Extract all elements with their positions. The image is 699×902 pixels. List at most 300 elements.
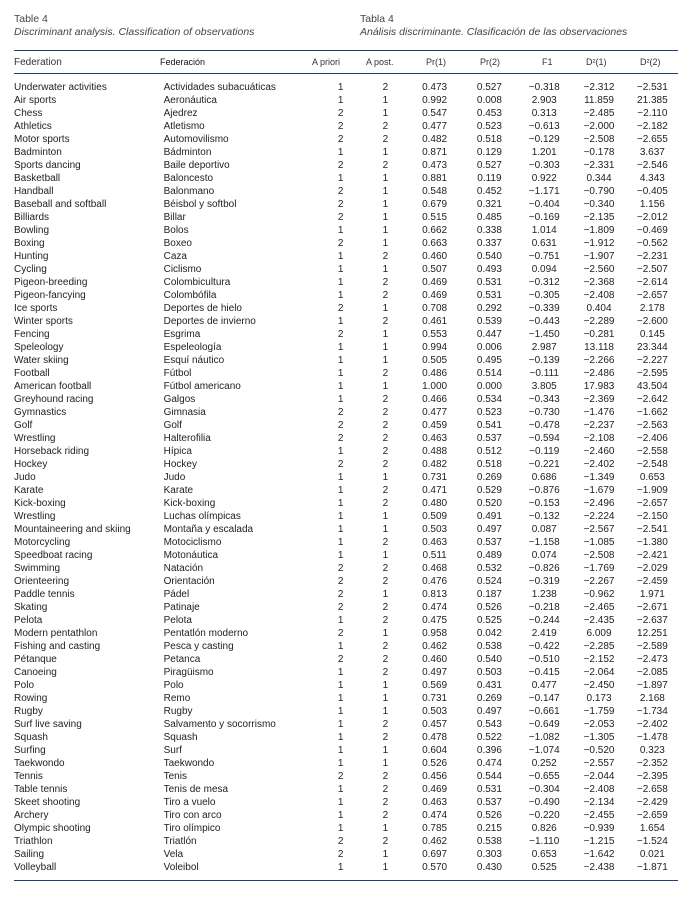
a-post-cell: 2	[382, 667, 389, 678]
pr2-cell: 0.485	[476, 212, 502, 223]
federation-cell: Squash	[14, 732, 48, 743]
a-post-cell: 2	[382, 641, 389, 652]
federation-cell: Archery	[14, 810, 49, 821]
pr1-cell: 0.473	[422, 160, 448, 171]
pr2-cell: 0.526	[476, 602, 502, 613]
d2-1-cell: 11.859	[584, 95, 614, 106]
f1-cell: −0.139	[528, 355, 560, 366]
federacion-cell: Colombicultura	[163, 277, 231, 288]
federacion-cell: Karate	[163, 485, 194, 496]
pr2-cell: 0.540	[476, 654, 502, 665]
d2-1-cell: −2.368	[583, 277, 615, 288]
f1-cell: −0.478	[528, 420, 560, 431]
a-post-cell: 2	[382, 563, 389, 574]
pr1-cell: 0.482	[422, 459, 448, 470]
d2-2-cell: −1.478	[636, 732, 668, 743]
a-post-cell: 1	[382, 108, 389, 119]
d2-1-cell: −1.809	[583, 225, 615, 236]
f1-cell: 0.653	[531, 849, 557, 860]
federation-cell: Surf live saving	[14, 719, 82, 730]
d2-1-cell: −0.962	[583, 589, 615, 600]
d2-2-cell: −2.589	[636, 641, 668, 652]
pr2-cell: 0.292	[476, 303, 502, 314]
d2-2-cell: −2.182	[636, 121, 668, 132]
pr1-cell: 0.697	[422, 849, 448, 860]
a-priori-cell: 2	[337, 212, 344, 223]
a-priori-cell: 2	[337, 303, 344, 314]
table-row	[14, 731, 678, 744]
table-row	[14, 276, 678, 289]
pr1-cell: 0.511	[422, 550, 447, 561]
pr1-cell: 0.507	[422, 264, 448, 275]
a-post-cell: 1	[382, 264, 389, 275]
federation-cell: Motorcycling	[14, 537, 71, 548]
table-row	[14, 393, 678, 406]
d2-1-cell: −2.496	[583, 498, 615, 509]
pr1-cell: 0.503	[422, 706, 448, 717]
a-priori-cell: 1	[337, 537, 344, 548]
pr2-cell: 0.187	[476, 589, 502, 600]
table-row	[14, 692, 678, 705]
a-priori-cell: 1	[337, 446, 344, 457]
pr2-cell: 0.531	[476, 277, 502, 288]
federation-cell: Air sports	[14, 95, 57, 106]
f1-cell: 1.014	[531, 225, 557, 236]
federacion-cell: Colombófila	[163, 290, 217, 301]
federation-cell: Karate	[14, 485, 44, 496]
a-priori-cell: 1	[337, 758, 344, 769]
pr2-cell: 0.518	[476, 459, 502, 470]
a-priori-cell: 2	[337, 654, 344, 665]
pr2-cell: 0.527	[476, 82, 502, 93]
federacion-cell: Esgrima	[163, 329, 201, 340]
d2-1-cell: 0.404	[586, 303, 612, 314]
pr2-cell: 0.538	[476, 836, 502, 847]
d2-1-cell: −1.642	[583, 849, 615, 860]
a-post-cell: 2	[382, 446, 389, 457]
pr2-cell: 0.495	[476, 355, 502, 366]
federacion-cell: Espeleología	[163, 342, 222, 353]
federation-cell: Orienteering	[14, 576, 70, 587]
f1-cell: −1.450	[528, 329, 560, 340]
federation-cell: Surfing	[14, 745, 46, 756]
pr2-cell: 0.129	[476, 147, 502, 158]
federacion-cell: Halterofilia	[163, 433, 211, 444]
caption-spanish-subtitle: Análisis discriminante. Clasificación de las observaciones	[360, 26, 628, 38]
table-row	[14, 120, 678, 133]
pr1-cell: 0.482	[422, 134, 448, 145]
d2-2-cell: −2.659	[636, 810, 668, 821]
d2-2-cell: −2.352	[636, 758, 668, 769]
table-row	[14, 614, 678, 627]
pr1-cell: 0.871	[422, 147, 448, 158]
a-priori-cell: 2	[337, 160, 344, 171]
pr2-cell: 0.321	[476, 199, 502, 210]
d2-1-cell: −2.237	[583, 420, 615, 431]
a-priori-cell: 1	[337, 147, 344, 158]
federacion-cell: Tiro a vuelo	[163, 797, 216, 808]
pr2-cell: 0.008	[476, 95, 502, 106]
pr1-cell: 0.460	[422, 654, 448, 665]
f1-cell: 0.094	[531, 264, 557, 275]
federation-cell: Paddle tennis	[14, 589, 75, 600]
pr1-cell: 0.466	[422, 394, 448, 405]
d2-1-cell: −2.134	[583, 797, 615, 808]
f1-cell: −0.244	[528, 615, 560, 626]
a-priori-cell: 1	[337, 719, 344, 730]
d2-1-cell: −2.465	[583, 602, 615, 613]
d2-2-cell: −2.642	[636, 394, 668, 405]
federacion-cell: Billar	[163, 212, 186, 223]
f1-cell: −0.318	[528, 82, 560, 93]
table-row	[14, 705, 678, 718]
f1-cell: −0.303	[528, 160, 560, 171]
f1-cell: 0.826	[531, 823, 557, 834]
pr2-cell: 0.532	[476, 563, 502, 574]
d2-2-cell: −2.029	[636, 563, 668, 574]
d2-1-cell: 17.983	[583, 381, 615, 392]
f1-cell: −0.339	[528, 303, 560, 314]
federation-cell: Horseback riding	[14, 446, 90, 457]
pr1-cell: 0.457	[422, 719, 448, 730]
a-priori-cell: 1	[337, 810, 344, 821]
table-row	[14, 250, 678, 263]
federacion-cell: Ajedrez	[163, 108, 198, 119]
f1-cell: 2.903	[531, 95, 557, 106]
f1-cell: 0.922	[531, 173, 557, 184]
federacion-cell: Pesca y casting	[163, 641, 234, 652]
d2-1-cell: −0.939	[583, 823, 615, 834]
federacion-cell: Gimnasia	[163, 407, 206, 418]
d2-2-cell: −2.637	[636, 615, 668, 626]
pr2-cell: 0.396	[476, 745, 502, 756]
federacion-cell: Triatlón	[163, 836, 197, 847]
caption-english-title: Table 4	[14, 13, 48, 25]
a-post-cell: 2	[382, 784, 389, 795]
federation-cell: Basketball	[14, 173, 61, 184]
a-post-cell: 2	[382, 498, 389, 509]
f1-cell: −1.158	[528, 537, 560, 548]
a-post-cell: 2	[382, 836, 389, 847]
d2-1-cell: −2.460	[583, 446, 615, 457]
d2-2-cell: −2.231	[636, 251, 668, 262]
a-priori-cell: 1	[337, 342, 344, 353]
a-priori-cell: 1	[337, 732, 344, 743]
table-row	[14, 354, 678, 367]
federation-cell: Golf	[14, 420, 33, 431]
table-row	[14, 588, 678, 601]
a-priori-cell: 1	[337, 498, 344, 509]
federacion-cell: Salvamento y socorrismo	[163, 719, 276, 730]
d2-2-cell: −2.473	[636, 654, 668, 665]
pr1-cell: 0.459	[422, 420, 448, 431]
d2-1-cell: 0.173	[586, 693, 612, 704]
header-federacion: Federación	[160, 57, 206, 67]
pr1-cell: 0.463	[422, 797, 448, 808]
federation-cell: Fencing	[14, 329, 50, 340]
table-row	[14, 640, 678, 653]
table-row	[14, 718, 678, 731]
a-priori-cell: 2	[337, 329, 344, 340]
f1-cell: −1.082	[528, 732, 560, 743]
a-post-cell: 1	[382, 862, 389, 873]
a-post-cell: 2	[382, 394, 389, 405]
federacion-cell: Pelota	[163, 615, 192, 626]
federation-cell: Tennis	[14, 771, 43, 782]
f1-cell: −0.153	[528, 498, 560, 509]
d2-2-cell: −0.562	[636, 238, 668, 249]
table-row	[14, 406, 678, 419]
federacion-cell: Baloncesto	[163, 173, 214, 184]
table-row	[14, 445, 678, 458]
pr2-cell: 0.337	[476, 238, 502, 249]
pr2-cell: 0.541	[476, 420, 502, 431]
a-post-cell: 1	[382, 95, 389, 106]
d2-1-cell: −1.085	[583, 537, 615, 548]
table-row	[14, 471, 678, 484]
a-priori-cell: 2	[337, 238, 344, 249]
f1-cell: 0.252	[531, 758, 557, 769]
a-post-cell: 2	[382, 654, 389, 665]
d2-2-cell: −2.150	[636, 511, 668, 522]
federation-cell: Skating	[14, 602, 48, 613]
table-row	[14, 757, 678, 770]
d2-1-cell: −1.349	[583, 472, 615, 483]
pr2-cell: 0.531	[476, 290, 502, 301]
table-row	[14, 783, 678, 796]
pr1-cell: 0.503	[422, 524, 448, 535]
federacion-cell: Petanca	[163, 654, 201, 665]
a-priori-cell: 2	[337, 121, 344, 132]
d2-2-cell: −0.405	[636, 186, 668, 197]
d2-2-cell: −2.658	[636, 784, 668, 795]
a-priori-cell: 2	[337, 849, 344, 860]
f1-cell: −0.730	[528, 407, 560, 418]
a-priori-cell: 1	[337, 641, 344, 652]
a-priori-cell: 2	[337, 771, 344, 782]
a-post-cell: 2	[382, 407, 389, 418]
a-post-cell: 1	[382, 745, 389, 756]
federation-cell: Sailing	[14, 849, 45, 860]
d2-2-cell: −2.600	[636, 316, 668, 327]
d2-2-cell: −2.395	[636, 771, 668, 782]
a-post-cell: 1	[382, 680, 389, 691]
a-priori-cell: 2	[337, 420, 344, 431]
d2-1-cell: −1.759	[583, 706, 615, 717]
d2-2-cell: −2.595	[636, 368, 668, 379]
pr1-cell: 0.486	[422, 368, 448, 379]
a-post-cell: 1	[382, 238, 389, 249]
pr1-cell: 0.731	[422, 693, 448, 704]
federacion-cell: Surf	[163, 745, 182, 756]
federation-cell: Wrestling	[14, 433, 56, 444]
federacion-cell: Tenis	[163, 771, 187, 782]
a-post-cell: 2	[382, 134, 389, 145]
federacion-cell: Natación	[163, 563, 204, 574]
federation-cell: Table tennis	[14, 784, 68, 795]
federation-cell: Athletics	[14, 121, 52, 132]
f1-cell: −0.129	[528, 134, 560, 145]
f1-cell: −0.661	[528, 706, 560, 717]
a-post-cell: 2	[382, 290, 389, 301]
a-priori-cell: 1	[337, 290, 344, 301]
a-post-cell: 2	[382, 433, 389, 444]
a-post-cell: 1	[382, 511, 389, 522]
federation-cell: Wrestling	[14, 511, 56, 522]
a-post-cell: 1	[382, 823, 389, 834]
pr2-cell: 0.269	[476, 472, 502, 483]
table-row	[14, 601, 678, 614]
table-row	[14, 562, 678, 575]
d2-1-cell: −2.485	[583, 108, 615, 119]
pr2-cell: 0.503	[476, 667, 502, 678]
federation-cell: Water skiing	[14, 355, 69, 366]
federacion-cell: Deportes de invierno	[163, 316, 256, 327]
a-priori-cell: 2	[337, 433, 344, 444]
pr1-cell: 0.813	[422, 589, 448, 600]
pr2-cell: 0.526	[476, 810, 502, 821]
d2-1-cell: −2.486	[583, 368, 615, 379]
a-priori-cell: 1	[337, 368, 344, 379]
federation-cell: Triathlon	[14, 836, 53, 847]
a-post-cell: 1	[382, 706, 389, 717]
pr2-cell: 0.489	[476, 550, 502, 561]
d2-1-cell: −1.215	[583, 836, 615, 847]
d2-2-cell: −1.734	[636, 706, 668, 717]
pr1-cell: 0.477	[422, 121, 448, 132]
federation-cell: Fishing and casting	[14, 641, 101, 652]
d2-1-cell: −2.064	[583, 667, 615, 678]
table-header	[14, 55, 678, 71]
f1-cell: −0.169	[528, 212, 560, 223]
f1-cell: −0.876	[528, 485, 560, 496]
d2-1-cell: −0.790	[583, 186, 615, 197]
d2-2-cell: −2.546	[636, 160, 668, 171]
a-priori-cell: 1	[337, 693, 344, 704]
federation-cell: Handball	[14, 186, 54, 197]
bottom-rule	[14, 880, 678, 881]
table-row	[14, 653, 678, 666]
pr1-cell: 0.509	[422, 511, 448, 522]
d2-2-cell: −1.524	[636, 836, 668, 847]
table-row	[14, 315, 678, 328]
pr1-cell: 0.526	[422, 758, 448, 769]
a-priori-cell: 1	[337, 667, 344, 678]
a-priori-cell: 1	[337, 511, 344, 522]
f1-cell: 2.419	[531, 628, 557, 639]
a-post-cell: 1	[382, 472, 389, 483]
d2-2-cell: 0.323	[639, 745, 665, 756]
pr1-cell: 0.476	[422, 576, 448, 587]
d2-1-cell: −0.520	[583, 745, 615, 756]
federation-cell: Taekwondo	[14, 758, 65, 769]
d2-2-cell: 23.344	[637, 342, 668, 353]
federation-cell: Pelota	[14, 615, 43, 626]
federation-cell: Rugby	[14, 706, 43, 717]
a-priori-cell: 2	[337, 836, 344, 847]
table-row	[14, 237, 678, 250]
pr2-cell: 0.431	[476, 680, 502, 691]
pr1-cell: 0.460	[422, 251, 448, 262]
federation-cell: Badminton	[14, 147, 62, 158]
pr1-cell: 0.548	[422, 186, 448, 197]
a-priori-cell: 1	[337, 394, 344, 405]
table-row	[14, 848, 678, 861]
federacion-cell: Bolos	[163, 225, 189, 236]
table-row	[14, 497, 678, 510]
federacion-cell: Hípica	[163, 446, 192, 457]
table-row	[14, 172, 678, 185]
a-priori-cell: 2	[337, 186, 344, 197]
d2-1-cell: −2.312	[583, 82, 615, 93]
a-priori-cell: 1	[337, 381, 344, 392]
federation-cell: Speleology	[14, 342, 64, 353]
federation-cell: Billiards	[14, 212, 50, 223]
d2-2-cell: 0.021	[639, 849, 665, 860]
d2-2-cell: −2.541	[636, 524, 668, 535]
d2-2-cell: −2.563	[636, 420, 668, 431]
f1-cell: −0.119	[529, 446, 560, 457]
federation-cell: Bowling	[14, 225, 50, 236]
d2-2-cell: −2.402	[636, 719, 668, 730]
pr1-cell: 0.708	[422, 303, 448, 314]
table-row	[14, 627, 678, 640]
pr1-cell: 0.662	[422, 225, 448, 236]
f1-cell: −0.751	[528, 251, 560, 262]
pr1-cell: 0.569	[422, 680, 448, 691]
a-post-cell: 1	[382, 381, 389, 392]
pr1-cell: 0.547	[422, 108, 448, 119]
a-priori-cell: 1	[337, 225, 344, 236]
federation-cell: Hockey	[14, 459, 48, 470]
d2-2-cell: 4.343	[639, 173, 665, 184]
f1-cell: −0.490	[528, 797, 560, 808]
a-post-cell: 2	[382, 537, 389, 548]
f1-cell: 0.686	[531, 472, 557, 483]
d2-1-cell: −0.281	[583, 329, 615, 340]
pr2-cell: 0.539	[476, 316, 502, 327]
d2-2-cell: −2.429	[636, 797, 668, 808]
f1-cell: −0.218	[528, 602, 560, 613]
f1-cell: −0.220	[528, 810, 560, 821]
a-post-cell: 1	[382, 212, 389, 223]
d2-2-cell: 0.653	[639, 472, 665, 483]
a-priori-cell: 1	[337, 680, 344, 691]
federacion-cell: Polo	[163, 680, 184, 691]
pr1-cell: 0.570	[422, 862, 448, 873]
f1-cell: −0.613	[528, 121, 560, 132]
d2-2-cell: −2.459	[636, 576, 668, 587]
pr2-cell: 0.269	[476, 693, 502, 704]
d2-1-cell: −2.369	[583, 394, 615, 405]
table-row	[14, 159, 678, 172]
a-post-cell: 1	[382, 589, 389, 600]
a-post-cell: 1	[382, 199, 389, 210]
a-priori-cell: 1	[337, 472, 344, 483]
a-priori-cell: 1	[337, 706, 344, 717]
pr2-cell: 0.303	[476, 849, 502, 860]
pr2-cell: 0.540	[476, 251, 502, 262]
federation-cell: Modern pentathlon	[14, 628, 98, 639]
federation-cell: Underwater activities	[14, 82, 107, 93]
federacion-cell: Luchas olímpicas	[163, 511, 241, 522]
f1-cell: −0.649	[528, 719, 560, 730]
a-priori-cell: 1	[337, 251, 344, 262]
table-row	[14, 289, 678, 302]
federation-cell: Volleyball	[14, 862, 57, 873]
d2-1-cell: −2.560	[583, 264, 615, 275]
federacion-cell: Kick-boxing	[163, 498, 216, 509]
